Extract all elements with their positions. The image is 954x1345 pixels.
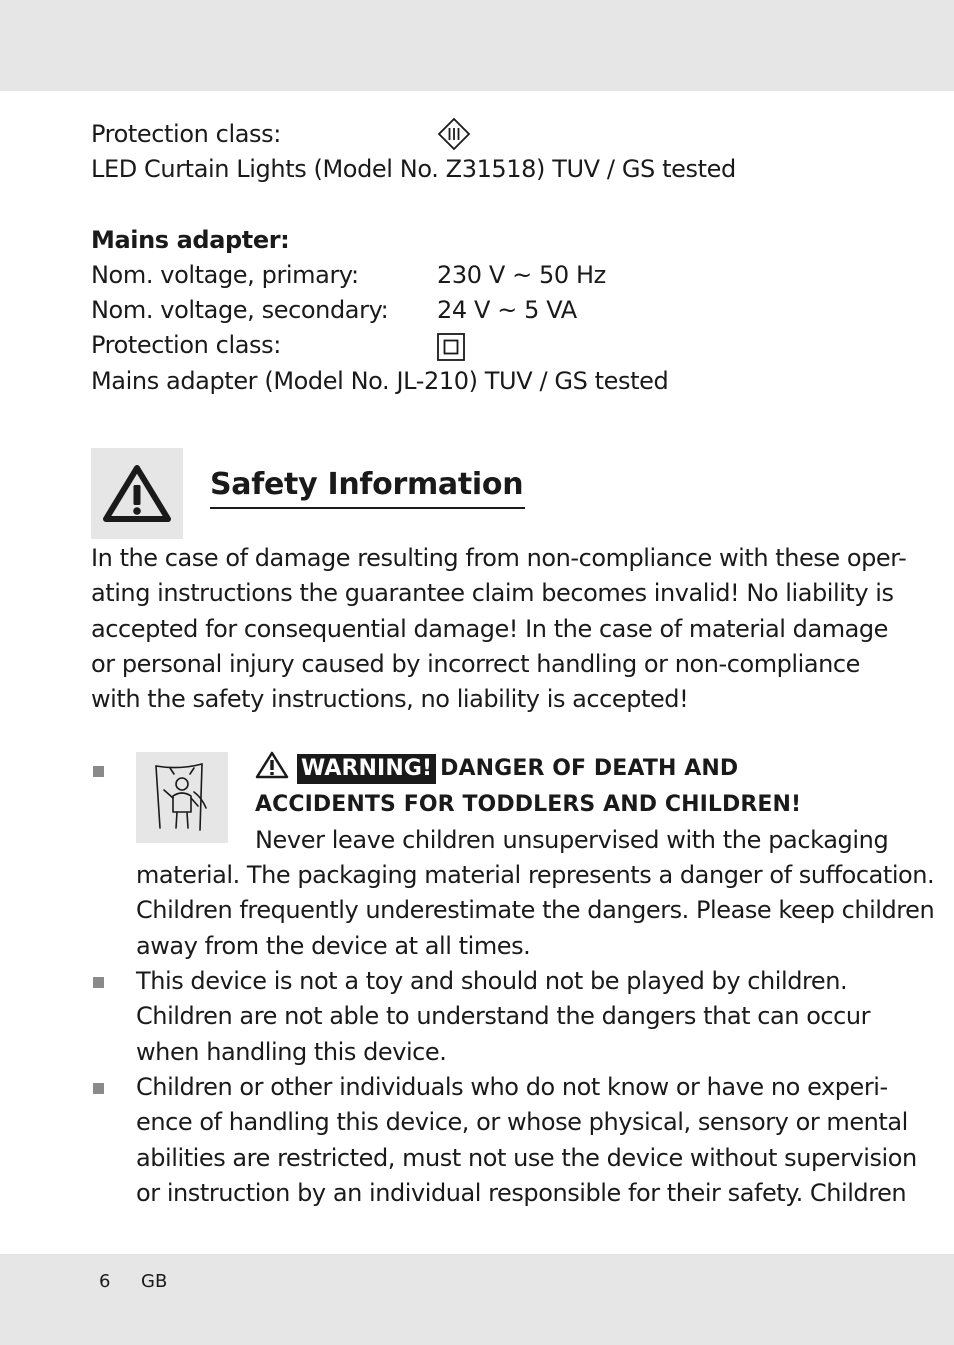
bullet-line: Children or other individuals who do not know or have no experi- (136, 1073, 888, 1101)
warning-label: WARNING! (297, 754, 436, 784)
bullet-marker (93, 977, 104, 988)
bullet-line: or instruction by an individual responsible for their safety. Children (136, 1178, 907, 1207)
primary-voltage-label: Nom. voltage, primary: (91, 261, 359, 289)
intro-line: In the case of damage resulting from non-compliance with these oper- (91, 544, 907, 572)
secondary-voltage-label: Nom. voltage, secondary: (91, 296, 389, 324)
warning-triangle-icon (91, 448, 183, 539)
protection-class-label: Protection class: (91, 120, 281, 148)
primary-voltage-value: 230 V ~ 50 Hz (437, 261, 606, 289)
led-lights-line: LED Curtain Lights (Model No. Z31518) TUV / GS tested (91, 155, 736, 183)
safety-information-title: Safety Information (210, 467, 524, 502)
bullet-line: ence of handling this device, or whose physical, sensory or mental (136, 1108, 908, 1137)
page-number: 6 (99, 1271, 111, 1292)
warning-body (136, 858, 934, 964)
bullet-line: Children are not able to understand the dangers that can occur (136, 1002, 871, 1031)
intro-line: or personal injury caused by incorrect handling or non-compliance (91, 649, 860, 678)
protection-class-label-2: Protection class: (91, 331, 281, 359)
warning-line: away from the device at all times. (136, 931, 531, 960)
protection-class-iii-icon (437, 117, 471, 151)
bullet-supervision-text (136, 1070, 917, 1211)
warning-line: Children frequently underestimate the dangers. Please keep children (136, 896, 935, 925)
bullet-line: when handling this device. (136, 1037, 447, 1066)
mains-adapter-heading: Mains adapter: (91, 226, 290, 254)
warning-heading (255, 751, 801, 823)
mains-adapter-line: Mains adapter (Model No. JL-210) TUV / GS tested (91, 367, 669, 395)
bullet-marker (93, 766, 104, 777)
intro-line: accepted for consequential damage! In the case of material damage (91, 614, 888, 643)
warning-icon-box (91, 448, 183, 539)
warning-heading-line-1: DANGER OF DEATH AND (440, 756, 739, 781)
top-band (0, 0, 954, 91)
warning-first-line: Never leave children unsupervised with the packaging (255, 826, 889, 854)
child-icon-box (136, 752, 228, 843)
warning-line: material. The packaging material represents a danger of suffocation. (136, 861, 935, 889)
safety-intro-paragraph (91, 541, 907, 717)
warning-heading-line-2: ACCIDENTS FOR TODDLERS AND CHILDREN! (255, 792, 802, 817)
child-packaging-icon (136, 752, 228, 843)
intro-line: ating instructions the guarantee claim becomes invalid! No liability is (91, 579, 894, 608)
protection-class-ii-icon (437, 333, 465, 361)
bullet-marker (93, 1083, 104, 1094)
intro-line: with the safety instructions, no liability is accepted! (91, 685, 689, 714)
bullet-line: This device is not a toy and should not be played by children. (136, 967, 848, 995)
bullet-line: abilities are restricted, must not use the device without supervision (136, 1143, 917, 1172)
warning-small-triangle-icon (255, 751, 289, 779)
bullet-toy-text (136, 964, 870, 1070)
title-underline (210, 507, 525, 509)
secondary-voltage-value: 24 V ~ 5 VA (437, 296, 577, 324)
language-code: GB (141, 1271, 168, 1292)
